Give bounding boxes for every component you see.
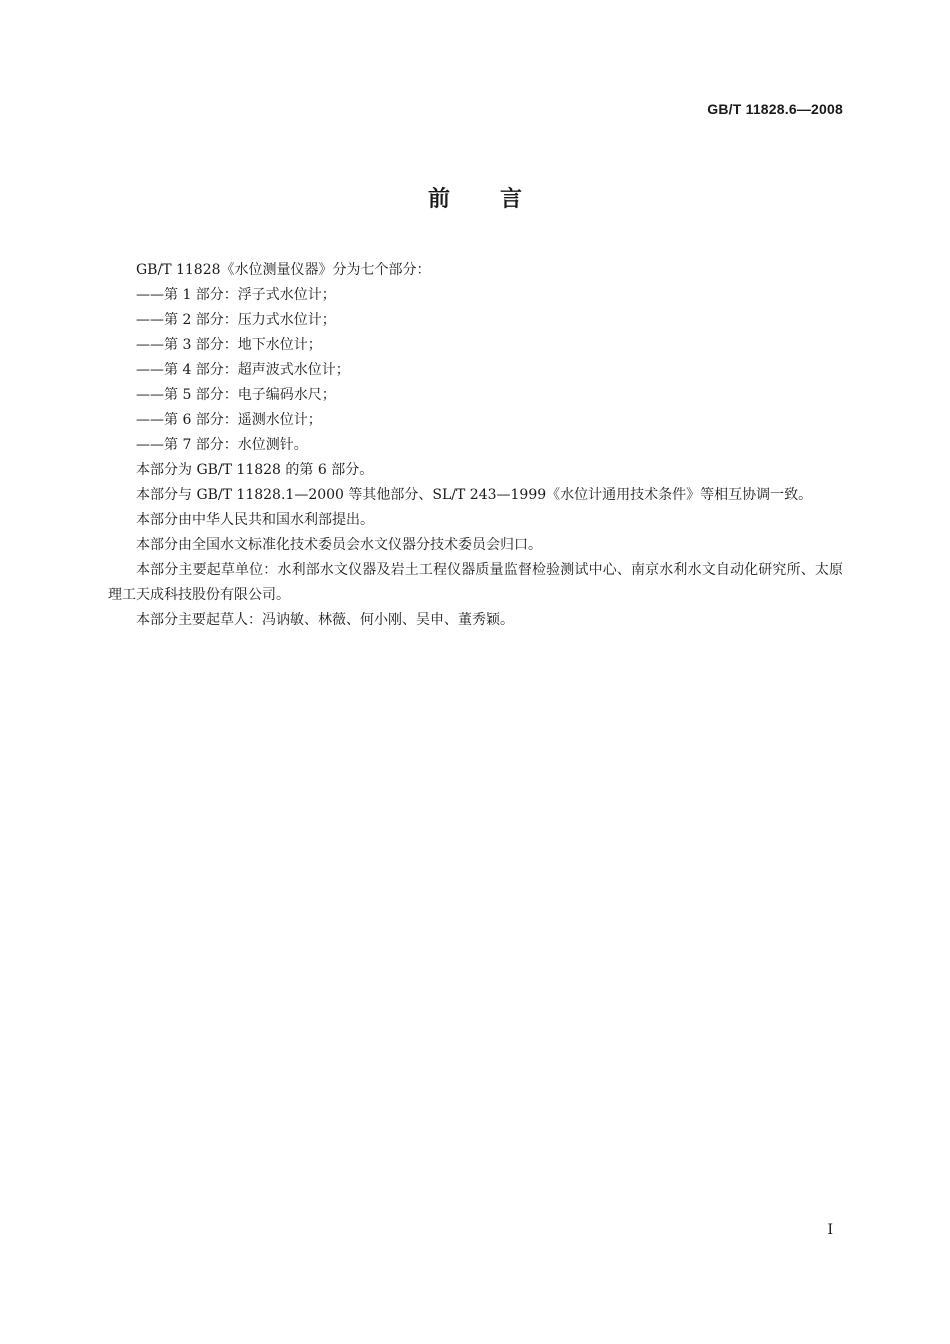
list-item: ——第 5 部分：电子编码水尺； <box>136 387 336 403</box>
page-number: I <box>827 1222 833 1238</box>
paragraph: 本部分由中华人民共和国水利部提出。 <box>136 512 374 528</box>
paragraph: 本部分主要起草人：冯讷敏、林薇、何小刚、吴申、董秀颖。 <box>136 612 514 628</box>
intro-paragraph: GB/T 11828《水位测量仪器》分为七个部分： <box>136 262 431 278</box>
list-item: ——第 6 部分：遥测水位计； <box>136 412 322 428</box>
list-item: ——第 2 部分：压力式水位计； <box>136 312 336 328</box>
paragraph: 本部分与 GB/T 11828.1—2000 等其他部分、SL/T 243—1999《水位计通用技术条件》等相互协调一致。 <box>136 487 813 503</box>
paragraph: 本部分主要起草单位：水利部水文仪器及岩土工程仪器质量监督检验测试中心、南京水利水文自动化研究所、太原理工天成科技股份有限公司。 <box>108 562 843 603</box>
list-item: ——第 7 部分：水位测针。 <box>136 437 308 453</box>
paragraph: 本部分为 GB/T 11828 的第 6 部分。 <box>136 462 374 478</box>
standard-code-header: GB/T 11828.6—2008 <box>707 101 843 117</box>
list-item: ——第 3 部分：地下水位计； <box>136 337 322 353</box>
paragraph: 本部分由全国水文标准化技术委员会水文仪器分技术委员会归口。 <box>136 537 542 553</box>
page-title: 前言 <box>427 187 572 212</box>
list-item: ——第 1 部分：浮子式水位计； <box>136 287 336 303</box>
parts-list <box>136 283 843 458</box>
list-item: ——第 4 部分：超声波式水位计； <box>136 362 350 378</box>
foreword-body <box>108 258 843 633</box>
